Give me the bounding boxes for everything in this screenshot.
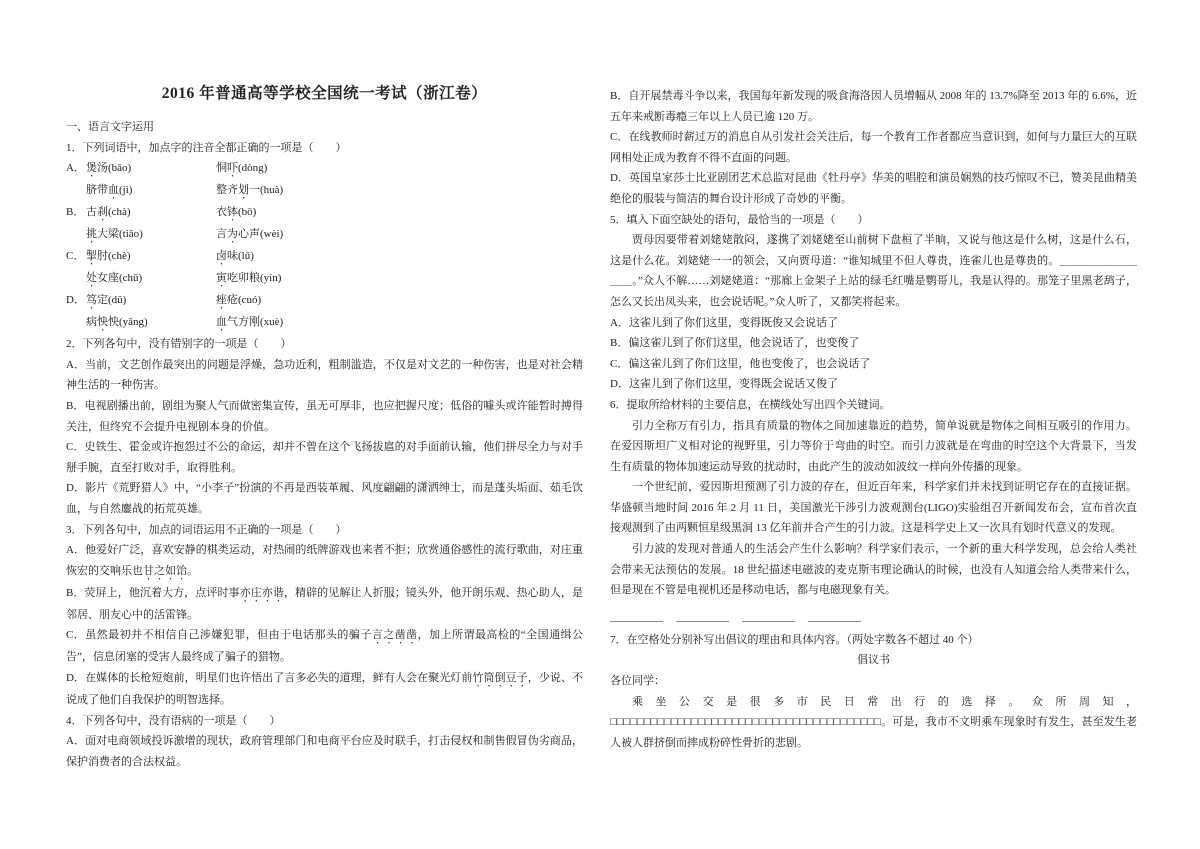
option-label bbox=[66, 312, 86, 334]
q4-option-b: B．自开展禁毒斗争以来，我国每年新发现的吸食海洛因人员增幅从 2008 年的 13.7%降至 2013 年的 6.6%，近五年来戒断毒瘾三年以上人员已逾 120 万。 bbox=[610, 90, 1137, 123]
q7-stem: 7．在空格处分别补写出倡议的理由和具体内容。（两处字数各不超过 40 个） bbox=[610, 633, 979, 646]
dotted-char: 为 bbox=[227, 228, 238, 241]
dotted-char: 吓 bbox=[227, 162, 238, 175]
option-label: B． bbox=[66, 206, 85, 219]
q6-answer-blanks bbox=[610, 609, 1137, 629]
option-text-pre: A．他爱好广泛，喜欢安静的棋类运动，对热闹的纸牌游戏也来者不拒；欣赏通俗感性的流行歌曲，对庄重恢宏的交响乐也 bbox=[66, 544, 583, 577]
q1-word bbox=[216, 180, 583, 202]
dotted-word: 亦庄亦谐 bbox=[239, 586, 284, 599]
dotted-char: 钵 bbox=[227, 206, 238, 219]
word-post: 气方刚(xuè) bbox=[227, 316, 284, 329]
option-text-post: ，加上所谓最高检的“全国通缉公告”，信息闭塞的受害人最终成了骗子的猎物。 bbox=[66, 629, 583, 664]
q1-row-c1 bbox=[66, 246, 583, 268]
q1-row-c2 bbox=[66, 268, 583, 290]
word-post: 吃卯粮(yín) bbox=[227, 272, 282, 285]
answer-blank-4 bbox=[808, 610, 861, 622]
word-pre: 整齐 bbox=[216, 184, 238, 197]
dotted-char: 掣 bbox=[86, 250, 97, 263]
option-label bbox=[66, 224, 86, 246]
q6-paragraph-3: 引力波的发现对普通人的生活会产生什么影响？科学家们表示，一个新的重大科学发现，总会给人类社会带来无法预估的发展。18 世纪描述电磁波的麦克斯韦理论确认的时候，也没有人知道会给人类带来什么，但是现在不管是电视机还是移动电话，都与电磁现象有关。 bbox=[610, 543, 1137, 597]
dotted-char: 寅 bbox=[216, 272, 227, 285]
q2-option-d: D．影片《荒野猎人》中，“小李子”扮演的不再是西装革履、风度翩翩的潇洒绅士，而是蓬头垢面、茹毛饮血，与自然鏖战的拓荒英雄。 bbox=[66, 482, 583, 515]
q2-option-b: B．电视剧播出前，剧组为聚人气而做密集宣传，虽无可厚非，也应把握尺度；低俗的噱头或许能暂时搏得关注，但终究不会提升电视剧本身的价值。 bbox=[66, 399, 583, 433]
answer-blank-1 bbox=[610, 610, 663, 622]
option-text-pre: D．在媒体的长枪短炮前，明星们也许悟出了言多必失的道理，鲜有人会在聚光灯前 bbox=[66, 671, 473, 684]
answer-blank-2 bbox=[676, 610, 729, 622]
q4-stem: 4．下列各句中，没有语病的一项是（ ） bbox=[66, 714, 281, 727]
word-post: 怏(yāng) bbox=[108, 316, 148, 329]
q4-option-c: C．在线教师时薪过万的消息自从引发社会关注后，每一个教育工作者都应当意识到，如何与力量巨大的互联网相处正成为教育不得不直面的问题。 bbox=[610, 131, 1137, 164]
option-label: C． bbox=[66, 250, 85, 263]
section-heading: 一、语言文字运用 bbox=[66, 121, 154, 133]
q5-option-b: B．偏这雀儿到了你们这里，他会说话了，也变俊了 bbox=[610, 337, 860, 350]
q1-row-a2 bbox=[66, 180, 583, 202]
q1-row-a1 bbox=[66, 158, 583, 180]
dotted-word: 竹筒倒豆子 bbox=[472, 671, 528, 684]
word-post: (bō) bbox=[238, 206, 257, 219]
q4-option-a: A．面对电商领域投诉激增的现状，政府管理部门和电商平台应及时联手，打击侵权和制售假冒伪劣商品，保护消费者的合法权益。 bbox=[66, 735, 583, 768]
q1-word bbox=[216, 158, 583, 180]
option-text-post: ，精辟的见解让人折服；镜头外，他开朗乐观、热心助人，是邻居、朋友心中的活雷锋。 bbox=[66, 586, 584, 621]
word-pre: 古 bbox=[86, 206, 97, 219]
q1-row-b1 bbox=[66, 202, 583, 224]
q1-stem: 1．下列词语中，加点字的注音全都正确的一项是（ ） bbox=[66, 141, 347, 154]
dotted-word: 甘之如饴 bbox=[143, 564, 187, 577]
q2-stem: 2．下列各句中，没有错别字的一项是（ ） bbox=[66, 338, 292, 351]
dotted-word: 言之凿凿 bbox=[371, 629, 418, 642]
word-pre: 恫 bbox=[216, 162, 227, 175]
word-post: 定(dǔ) bbox=[97, 294, 127, 307]
q6-paragraph-1: 引力全称万有引力，指具有质量的物体之间加速靠近的趋势，简单说就是物体之间相互吸引的作用力。在爱因斯坦广义相对论的视野里，引力等价于弯曲的时空。而引力波就是在弯曲的时空这个大背景下，当发生有质量的物体加速运动导致的扰动时，由此产生的波动如波纹一样向外传播的现象。 bbox=[610, 419, 1137, 473]
q1-word bbox=[86, 312, 216, 334]
q5-stem: 5．填入下面空缺处的语句，最恰当的一项是（ ） bbox=[610, 213, 869, 226]
option-text-post: 。 bbox=[187, 564, 198, 577]
q1-word bbox=[86, 202, 216, 224]
q1-word bbox=[216, 268, 583, 290]
word-post: 心声(wèi) bbox=[238, 228, 284, 241]
q2-option-a: A．当前，文艺创作最突出的问题是浮燥，急功近利，粗制滥造，不仅是对文艺的一种伤害，也是对社会精神生活的一种伤害。 bbox=[66, 358, 583, 392]
q1-word bbox=[216, 224, 583, 246]
q3-option-b bbox=[66, 583, 583, 626]
q3-option-a bbox=[66, 540, 583, 583]
q6-paragraph-2: 一个世纪前，爱因斯坦预测了引力波的存在，但近百年来，科学家们并未找到证明它存在的直接证据。华盛顿当地时间 2016 年 2 月 11 日，美国激光干涉引力波观测台(LIGO)实验组召开新闻发布会，宣布首次直接观测到了由两颗恒星级黑洞 13 亿年前并合产生的引力波。这是科学史上又一次具有划时代意义的发现。 bbox=[610, 481, 1137, 535]
q1-word bbox=[86, 246, 216, 268]
q2-option-c: C．史铁生、霍金或许抱怨过不公的命运，却并不曾在这个飞扬拔扈的对手面前认输，他们拼尽全力与对手掰手腕，直至打败对手，取得胜利。 bbox=[66, 441, 583, 474]
q7-salutation: 各位同学： bbox=[610, 675, 665, 688]
dotted-char: 怏 bbox=[97, 316, 108, 329]
word-post: (dòng) bbox=[238, 162, 268, 175]
q1-word bbox=[86, 158, 216, 180]
word-post: 一(huà) bbox=[249, 184, 284, 197]
word-post: 女座(chǔ) bbox=[97, 272, 143, 285]
q1-word bbox=[86, 180, 216, 202]
q1-word bbox=[216, 312, 583, 334]
dotted-char: 笃 bbox=[86, 294, 97, 307]
dotted-char: 血 bbox=[108, 184, 119, 197]
dotted-char: 刹 bbox=[97, 206, 108, 219]
q5-passage: 贾母因要带着刘姥姥散闷，遂携了刘姥姥至山前树下盘桓了半晌，又说与他这是什么树，这是什么石，这是什么花。刘姥姥一一的领会，又向贾母道：“谁知城里不但人尊贵，连雀儿也是尊贵的。＿＿＿＿＿＿＿＿＿。”众人不解……刘姥姥道：“那廊上金架子上站的绿毛红嘴是鹦哥儿，我是认得的。那笼子里黑老鸹子，怎么又长出凤头来，也会说话呢。”众人听了，又都笑将起来。 bbox=[610, 234, 1137, 308]
word-post: 肘(chè) bbox=[97, 250, 131, 263]
word-post: 大梁(tiāo) bbox=[97, 228, 143, 241]
word-pre: 言 bbox=[216, 228, 227, 241]
dotted-char: 卤 bbox=[216, 250, 227, 263]
word-pre: 脐带 bbox=[86, 184, 108, 197]
word-post: 汤(bāo) bbox=[97, 162, 132, 175]
q1-row-d2 bbox=[66, 312, 583, 334]
left-column bbox=[66, 84, 583, 772]
dotted-char: 处 bbox=[86, 272, 97, 285]
q1-word bbox=[216, 246, 583, 268]
q1-word bbox=[86, 224, 216, 246]
word-post: 味(lǔ) bbox=[227, 250, 254, 263]
word-post: (jì) bbox=[119, 184, 133, 197]
q6-stem: 6．提取所给材料的主要信息，在横线处写出四个关键词。 bbox=[610, 398, 891, 411]
option-label: A． bbox=[66, 162, 85, 175]
word-post: (chà) bbox=[108, 206, 131, 219]
q7-body: 乘坐公交是很多市民日常出行的选择。众所周知，□□□□□□□□□□□□□□□□□□□□□□□□□□□□□□□□□□□□□□□□。可是，我市不文明乘车现象时有发生，甚至发生老人被人群挤倒而摔成粉碎性骨折的悲剧。 bbox=[610, 695, 1137, 749]
dotted-char: 煲 bbox=[86, 162, 97, 175]
option-text-pre: C．虽然最初并不相信自己涉嫌犯罪，但由于电话那头的骗子 bbox=[66, 629, 372, 642]
dotted-char: 划 bbox=[238, 184, 249, 197]
word-post: 疮(cuó) bbox=[227, 294, 262, 307]
q1-word bbox=[216, 202, 583, 224]
q1-word bbox=[86, 268, 216, 290]
exam-title: 2016 年普通高等学校全国统一考试（浙江卷） bbox=[161, 85, 488, 102]
option-label bbox=[66, 268, 86, 290]
word-pre: 衣 bbox=[216, 206, 227, 219]
q3-option-c bbox=[66, 625, 583, 668]
q4-option-d: D．英国皇家莎士比亚剧团艺术总监对昆曲《牡丹亭》华美的唱腔和演员娴熟的技巧惊叹不已，赞美昆曲精美绝伦的服装与简洁的舞台设计形成了奇妙的平衡。 bbox=[610, 172, 1137, 205]
q5-option-d: D．这雀儿到了你们这里，变得既会说话又俊了 bbox=[610, 378, 838, 391]
option-text-post: ，少说、不说成了他们自我保护的明智选择。 bbox=[66, 671, 584, 706]
q1-row-b2 bbox=[66, 224, 583, 246]
q1-row-d1 bbox=[66, 290, 583, 312]
q1-word bbox=[86, 290, 216, 312]
q1-word bbox=[216, 290, 583, 312]
dotted-char: 血 bbox=[216, 316, 227, 329]
option-label bbox=[66, 180, 86, 202]
option-label: D． bbox=[66, 294, 85, 307]
dotted-char: 痤 bbox=[216, 294, 227, 307]
word-pre: 病 bbox=[86, 316, 97, 329]
q3-option-d bbox=[66, 668, 583, 711]
answer-blank-3 bbox=[742, 610, 795, 622]
q7-letter-title: 倡议书 bbox=[857, 654, 890, 667]
dotted-char: 挑 bbox=[86, 228, 97, 241]
right-column bbox=[610, 86, 1137, 753]
q5-option-a: A．这雀儿到了你们这里，变得既俊又会说话了 bbox=[610, 316, 838, 329]
q3-stem: 3．下列各句中，加点的词语运用不正确的一项是（ ） bbox=[66, 523, 347, 536]
q5-option-c: C．偏这雀儿到了你们这里，他也变俊了，也会说话了 bbox=[610, 357, 871, 370]
option-text-pre: B．荧屏上，他沉着大方，点评时事 bbox=[66, 586, 240, 599]
